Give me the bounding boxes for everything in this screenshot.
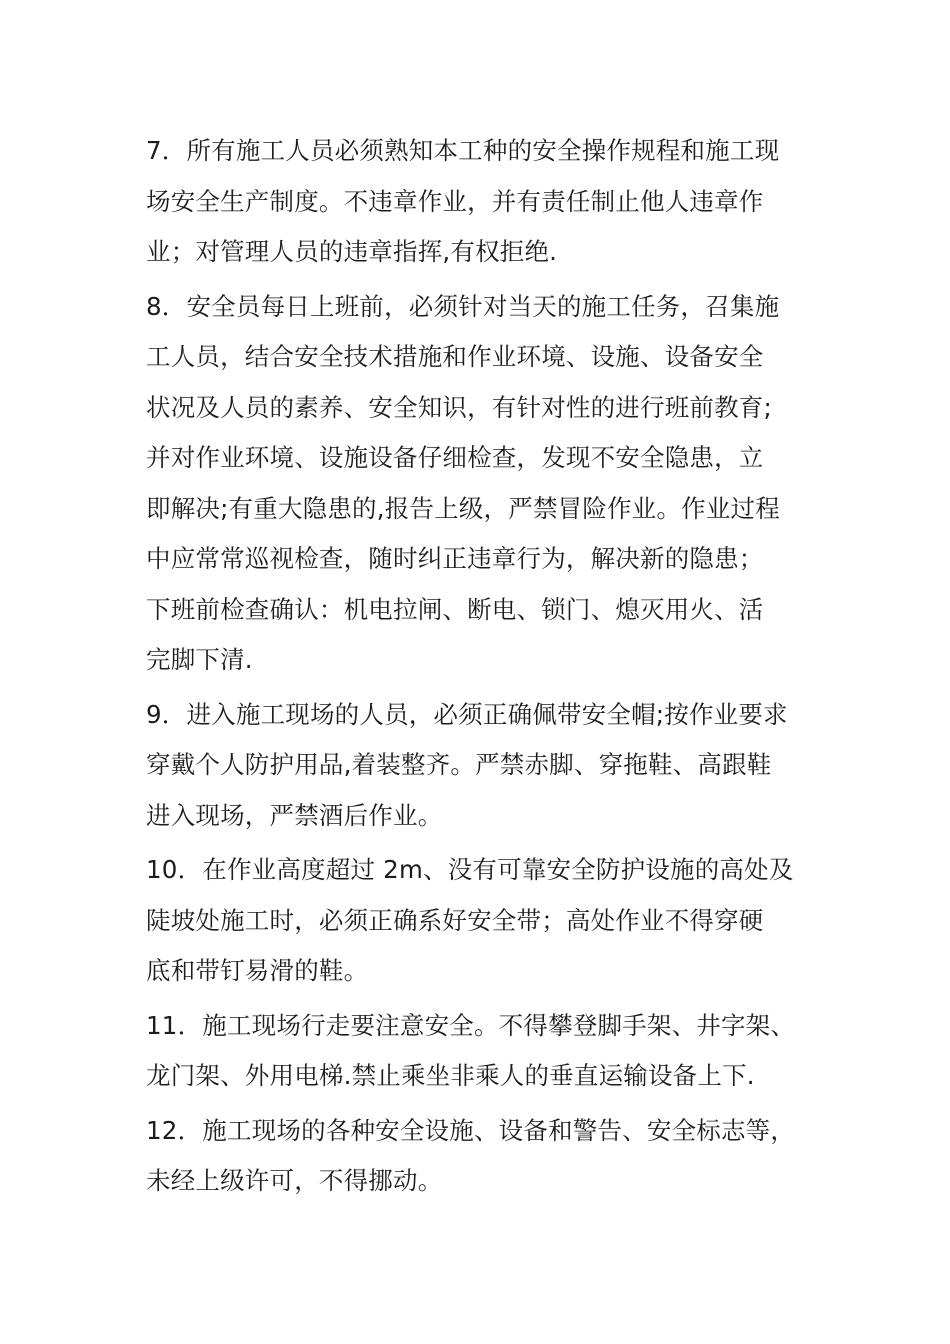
- text-line: 9．进入施工现场的人员，必须正确佩带安全帽;按作业要求: [146, 699, 788, 729]
- text-line: 中应常常巡视检查，随时纠正违章行为，解决新的隐患；: [146, 544, 764, 573]
- text-line: 7．所有施工人员必须熟知本工种的安全操作规程和施工现: [146, 136, 780, 165]
- text-line: 业；对管理人员的违章指挥,有权拒绝.: [146, 237, 558, 266]
- text-line: 状况及人员的素养、安全知识，有针对性的进行班前教育;: [146, 392, 772, 422]
- paragraph-9: [146, 690, 816, 842]
- paragraph-8: [146, 282, 816, 686]
- text-line: 穿戴个人防护用品,着装整齐。严禁赤脚、穿拖鞋、高跟鞋: [146, 750, 772, 779]
- text-line: 龙门架、外用电梯.禁止乘坐非乘人的垂直运输设备上下.: [146, 1061, 755, 1090]
- document-body: [146, 126, 816, 1211]
- text-line: 陡坡处施工时，必须正确系好安全带；高处作业不得穿硬: [146, 905, 764, 935]
- text-line: 底和带钉易滑的鞋。: [146, 956, 369, 985]
- text-line: 完脚下清.: [146, 645, 253, 674]
- text-line: 并对作业环境、设施设备仔细检查，发现不安全隐患，立: [146, 443, 764, 472]
- text-line: 11．施工现场行走要注意安全。不得攀登脚手架、井字架、: [146, 1010, 796, 1040]
- text-line: 工人员，结合安全技术措施和作业环境、设施、设备安全: [146, 342, 764, 371]
- text-line: 下班前检查确认：机电拉闸、断电、锁门、熄灭用火、活: [146, 594, 764, 624]
- text-line: 进入现场，严禁酒后作业。: [146, 800, 443, 830]
- text-line: 12．施工现场的各种安全设施、设备和警告、安全标志等，: [146, 1115, 796, 1145]
- text-line: 未经上级许可，不得挪动。: [146, 1166, 443, 1195]
- paragraph-11: [146, 1001, 816, 1102]
- paragraph-12: [146, 1106, 816, 1207]
- text-line: 场安全生产制度。不违章作业，并有责任制止他人违章作: [146, 186, 764, 216]
- paragraph-10: [146, 845, 816, 997]
- paragraph-7: [146, 126, 816, 278]
- text-line: 8．安全员每日上班前，必须针对当天的施工任务，召集施: [146, 291, 780, 321]
- text-line: 即解决;有重大隐患的,报告上级，严禁冒险作业。作业过程: [146, 493, 780, 523]
- text-line: 10．在作业高度超过 2m、没有可靠安全防护设施的高处及: [146, 855, 794, 884]
